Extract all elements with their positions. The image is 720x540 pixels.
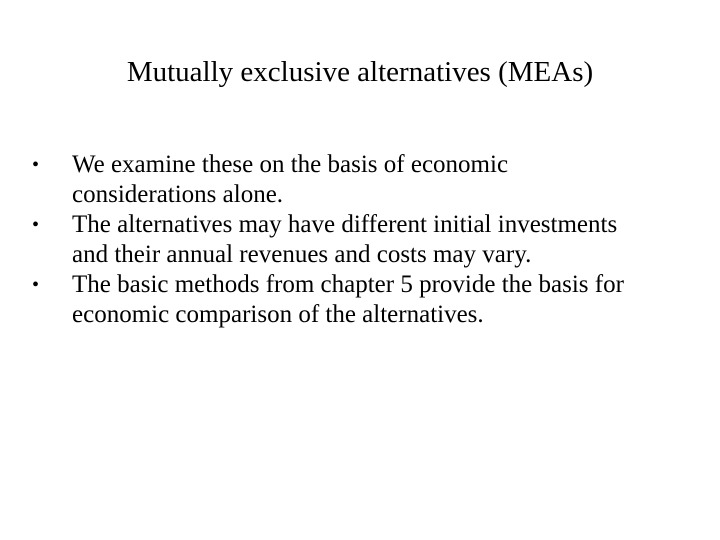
bullet-item [30,150,710,210]
bullet-text-line: considerations alone. [72,181,284,208]
bullet-text-line: The basic methods from chapter 5 provide the basis for [72,271,624,298]
bullet-text-line: The alternatives may have different initial investments [72,211,618,238]
bullet-item [30,210,710,270]
slide-title: Mutually exclusive alternatives (MEAs) [126,56,594,88]
bullet-text-line: We examine these on the basis of economic [72,151,509,178]
bullet-icon: • [32,154,40,176]
bullet-icon: • [32,274,40,296]
bullet-item [30,270,710,330]
bullet-text-line: and their annual revenues and costs may vary. [72,241,532,268]
bullet-list [30,150,710,330]
bullet-icon: • [32,214,40,236]
bullet-text-line: economic comparison of the alternatives. [72,301,484,328]
